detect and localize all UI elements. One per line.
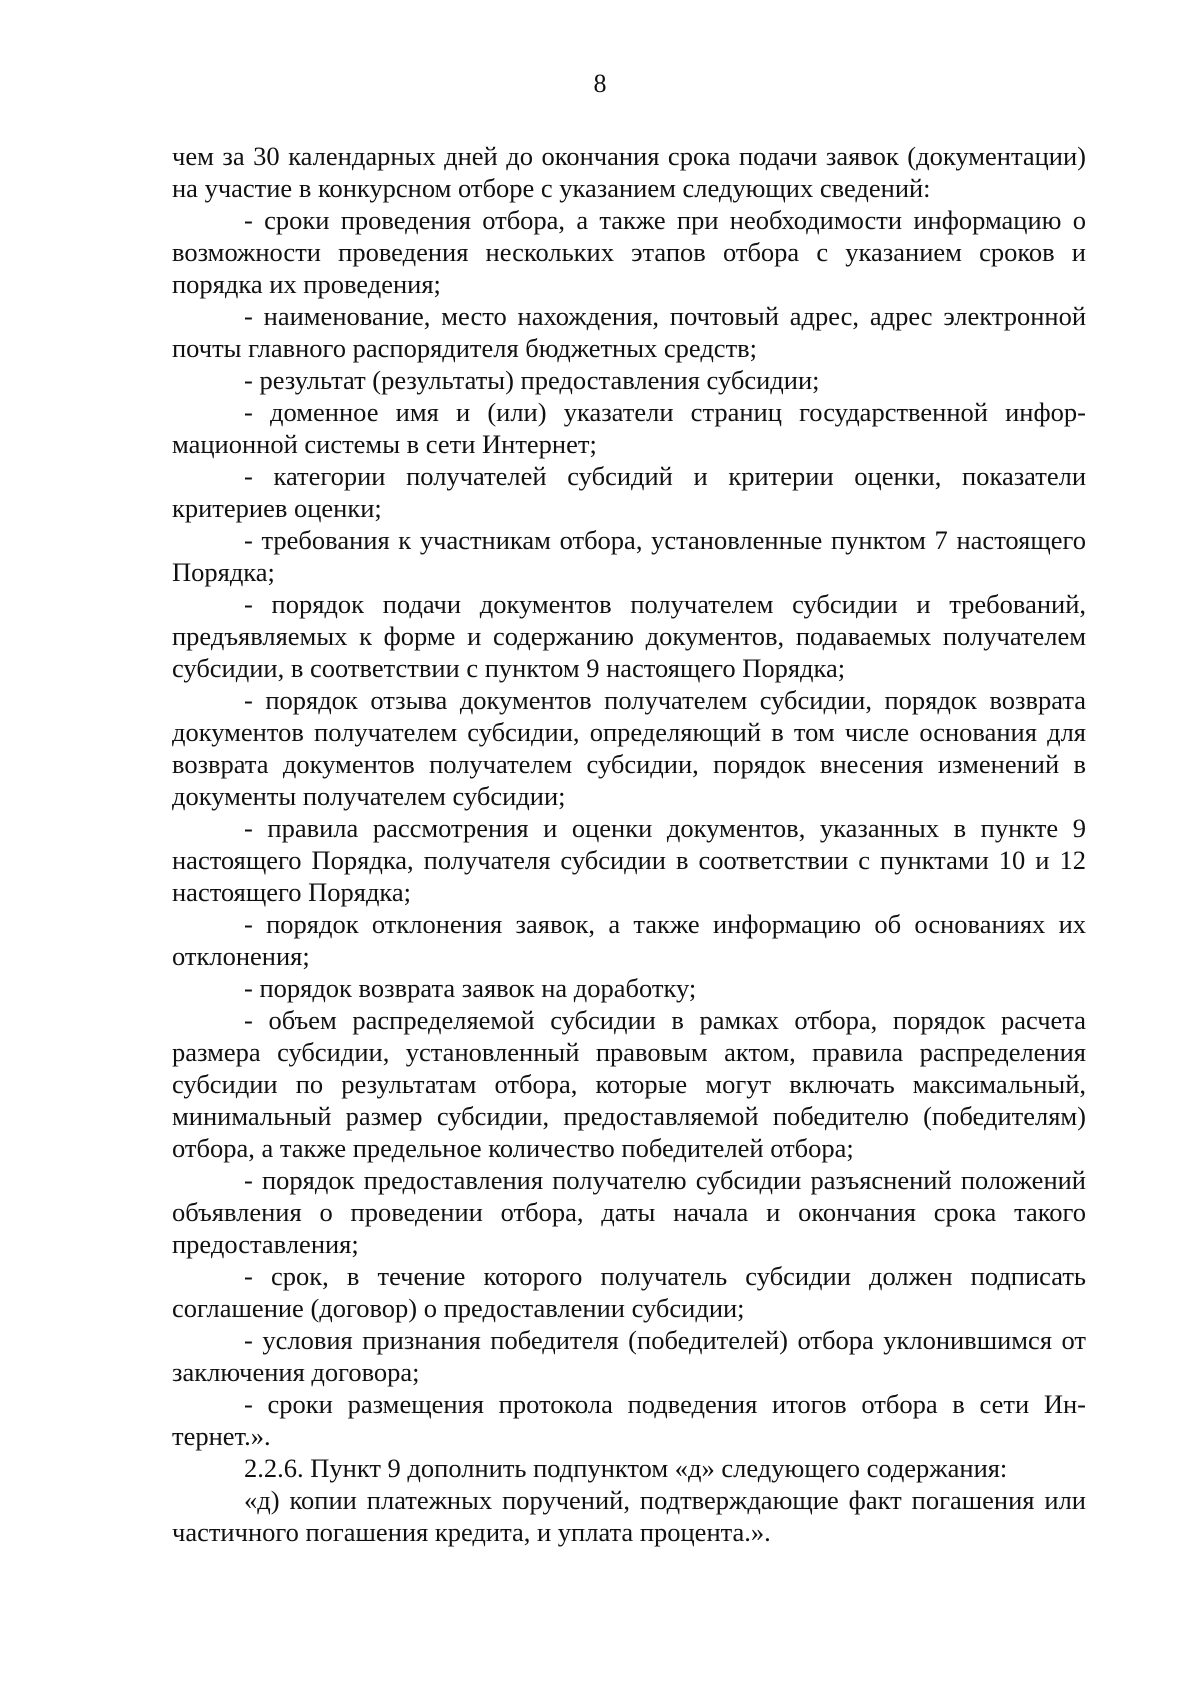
list-item: - объем распределяемой субсидии в рамках отбора, порядок расчета размера субсидии, установленный правовым актом, правила распределения субсидии по результатам отбора, которые могут включать максимальный, минимальный размер субсидии, предоставляемой победителю (победителям) отбора, а также предельное количество победителей отбора; [172,1005,1086,1163]
list-item: - требования к участникам отбора, установленные пунктом 7 настоящего Порядка; [172,525,1086,587]
list-item: - правила рассмотрения и оценки документов, указанных в пункте 9 настоящего Порядка, получателя субсидии в соответствии с пунктами 10 и 12 настоящего Порядка; [172,813,1086,907]
list-item: - порядок отклонения заявок, а также информацию об основаниях их отклонения; [172,909,1086,971]
list-item: - срок, в течение которого получатель субсидии должен подписать соглашение (договор) о предоставлении субсидии; [172,1261,1086,1323]
list-item: - порядок отзыва документов получателем субсидии, порядок возврата документов получателем субсидии, определяющий в том числе основания для возврата документов получателем субсидии, порядок внесения изменений в документы получателем субсидии; [172,685,1086,811]
paragraph-amendment: 2.2.6. Пункт 9 дополнить подпунктом «д» следующего содержания: [244,1453,1008,1483]
list-item: - условия признания победителя (победителей) отбора уклонившимся от заключения договора; [172,1325,1086,1387]
list-item: - порядок предоставления получателю субсидии разъяснений положений объявления о проведении отбора, даты начала и окончания срока такого предоставления; [172,1165,1086,1259]
paragraph-subitem-d: «д) копии платежных поручений, подтверждающие факт погашения или частичного погашения кредита, и уплата процента.». [172,1485,1086,1547]
list-item: - сроки размещения протокола подведения итогов отбора в сети Интернет.». [172,1389,1086,1451]
list-item: - результат (результаты) предоставления субсидии; [244,365,820,395]
list-item: - порядок подачи документов получателем субсидии и требований, предъявляемых к форме и содержанию документов, подаваемых получателем субсидии, в соответствии с пунктом 9 настоящего Порядка; [172,589,1086,683]
list-item: - сроки проведения отбора, а также при необходимости информацию о возможности проведения нескольких этапов отбора с указанием сроков и порядка их проведения; [172,205,1086,299]
page-number: 8 [593,69,607,98]
list-item: - категории получателей субсидий и критерии оценки, показатели критериев оценки; [172,461,1086,523]
paragraph-intro: чем за 30 календарных дней до окончания срока подачи заявок (документации) на участие в конкурсном отборе с указанием следующих сведений: [172,141,1086,203]
list-item: - порядок возврата заявок на доработку; [244,973,697,1003]
list-item: - наименование, место нахождения, почтовый адрес, адрес электронной почты главного распорядителя бюджетных средств; [172,301,1086,363]
list-item: - доменное имя и (или) указатели страниц государственной информационной системы в сети Интернет; [172,397,1086,459]
document-body [172,140,1086,1548]
